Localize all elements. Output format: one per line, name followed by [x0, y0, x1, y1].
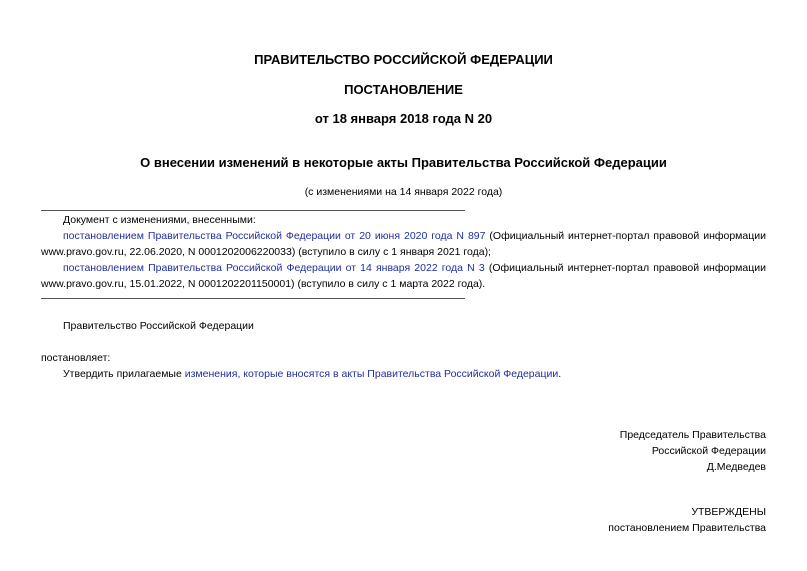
approve-line [41, 366, 766, 382]
subject-text: Правительство Российской Федерации [63, 320, 254, 332]
government-heading: ПРАВИТЕЛЬСТВО РОССИЙСКОЙ ФЕДЕРАЦИИ [254, 52, 553, 67]
amendments-bottom-divider [41, 298, 465, 299]
resolves-text: постановляет: [41, 352, 111, 364]
approval-stamp-title: УТВЕРЖДЕНЫ [691, 506, 766, 518]
amendment-link-2020[interactable]: постановлением Правительства Российской Федерации от 20 июня 2020 года N 897 [63, 230, 486, 242]
amendment-item [41, 228, 766, 260]
approved-changes-link[interactable]: изменения, которые вносятся в акты Правительства Российской Федерации [184, 368, 559, 380]
amendment-details: (Официальный интернет-портал правовой информации www.pravo.gov.ru, 15.01.2022, N 0001202201150001) (вступило в силу с 1 марта 2022 года). [41, 262, 766, 290]
amendment-link-2022[interactable]: постановлением Правительства Российской Федерации от 14 января 2022 года N 3 [63, 262, 485, 274]
resolves-line [41, 350, 766, 366]
document-title: О внесении изменений в некоторые акты Правительства Российской Федерации [140, 155, 667, 170]
approve-paragraph [41, 366, 766, 382]
amendments-block [41, 212, 766, 292]
revision-note: (с изменениями на 14 января 2022 года) [304, 186, 503, 198]
approval-stamp-subtitle: постановлением Правительства [608, 522, 766, 534]
approve-suffix: . [558, 368, 562, 380]
amendments-intro: Документ с изменениями, внесенными: [63, 214, 256, 226]
document-type: ПОСТАНОВЛЕНИЕ [344, 82, 463, 97]
amendment-details: (Официальный интернет-портал правовой информации www.pravo.gov.ru, 22.06.2020, N 0001202006220033) (вступило в силу с 1 января 2021 года); [41, 230, 766, 258]
amendments-top-divider [41, 210, 465, 211]
subject-line [41, 318, 766, 334]
amendment-item [41, 260, 766, 292]
signature-name: Д.Медведев [706, 461, 766, 473]
document-date-number: от 18 января 2018 года N 20 [314, 111, 493, 126]
signature-position: Председатель Правительства [619, 429, 766, 441]
approve-prefix: Утвердить прилагаемые [63, 368, 185, 380]
signature-organization: Российской Федерации [651, 445, 766, 457]
